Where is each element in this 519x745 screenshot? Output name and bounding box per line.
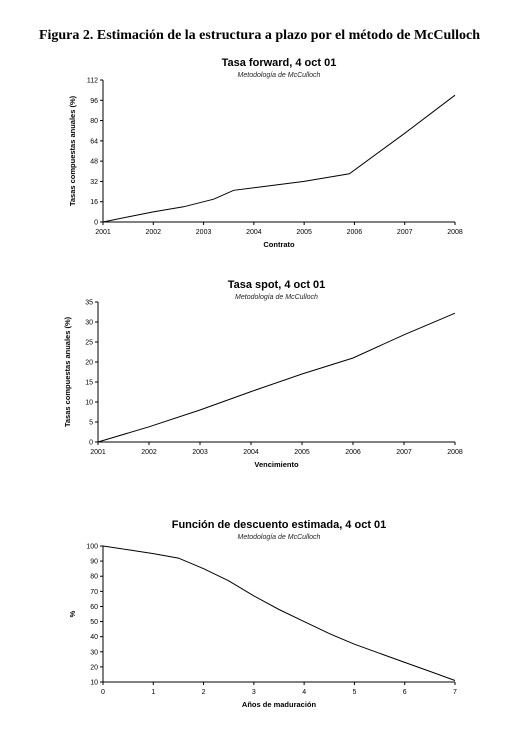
chart-forward-rate (0, 52, 519, 262)
chart-0-y-tick-label: 64 (90, 138, 98, 146)
chart-discount-function (0, 514, 519, 726)
chart-2-y-tick-label: 90 (90, 558, 98, 566)
chart-1-y-tick-label: 20 (85, 359, 93, 367)
figure-title: Figura 2. Estimación de la estructura a plazo por el método de McCulloch (38, 28, 481, 43)
chart-2-y-tick-label: 40 (90, 634, 98, 642)
chart-1-y-tick-label: 35 (85, 299, 93, 307)
chart-0-x-axis-label: Contrato (263, 240, 295, 249)
chart-0-y-tick-label: 16 (90, 199, 98, 207)
chart-2-y-tick-label: 80 (90, 573, 98, 581)
chart-discount-function-svg (0, 514, 519, 726)
chart-0-x-tick-label: 2003 (195, 229, 212, 236)
chart-2-y-tick-label: 50 (90, 619, 98, 627)
chart-1-x-axis-label: Vencimiento (254, 460, 299, 469)
chart-0-x-tick-label: 2001 (95, 229, 111, 236)
chart-2-x-axis-label: Años de maduración (241, 700, 317, 709)
chart-0-subtitle: Metodología de McCulloch (237, 72, 321, 79)
chart-0-x-tick-label: 2006 (346, 229, 363, 236)
chart-2-x-tick-label: 1 (151, 689, 156, 696)
chart-1-x-tick-label: 2007 (396, 449, 412, 456)
chart-2-subtitle: Metodología de McCulloch (237, 534, 321, 541)
chart-2-x-tick-label: 4 (302, 689, 307, 696)
chart-1-x-tick-label: 2005 (294, 449, 310, 456)
chart-2-y-tick-label: 10 (90, 679, 98, 687)
chart-2-y-tick-label: 30 (90, 649, 98, 657)
chart-0-series-line (103, 95, 455, 222)
chart-0-y-tick-label: 112 (86, 77, 98, 85)
chart-2-series-line (103, 546, 455, 681)
chart-1-y-tick-label: 5 (89, 419, 93, 427)
chart-1-x-tick-label: 2002 (141, 449, 157, 456)
chart-0-y-tick-label: 80 (90, 118, 98, 126)
chart-0-x-tick-label: 2002 (145, 229, 162, 236)
chart-2-y-tick-label: 60 (90, 603, 98, 611)
chart-1-y-tick-label: 0 (89, 439, 93, 447)
chart-2-y-tick-label: 100 (86, 543, 98, 551)
chart-2-x-tick-label: 7 (453, 689, 457, 696)
chart-2-x-tick-label: 0 (101, 689, 105, 696)
chart-2-x-tick-label: 5 (352, 689, 357, 696)
chart-1-series-line (98, 313, 455, 442)
chart-0-x-tick-label: 2005 (296, 229, 312, 236)
chart-1-x-tick-label: 2003 (192, 449, 208, 456)
chart-spot-rate-svg (0, 274, 519, 484)
chart-2-y-tick-label: 20 (90, 664, 98, 672)
chart-0-x-tick-label: 2007 (396, 229, 413, 236)
chart-1-x-tick-label: 2004 (243, 449, 259, 456)
chart-0-y-tick-label: 32 (90, 178, 98, 186)
chart-1-x-tick-label: 2001 (90, 449, 106, 456)
chart-1-y-tick-label: 25 (85, 339, 93, 347)
chart-2-title: Función de descuento estimada, 4 oct 01 (171, 519, 387, 531)
chart-1-y-tick-label: 30 (85, 319, 93, 327)
chart-0-y-tick-label: 48 (90, 158, 98, 166)
chart-0-x-tick-label: 2008 (447, 229, 463, 236)
chart-0-y-axis-label: Tasas compuestas anuales (%) (68, 95, 77, 207)
chart-1-y-axis-label: Tasas compuestas anuales (%) (63, 316, 72, 428)
chart-2-x-tick-label: 3 (251, 689, 256, 696)
chart-1-y-tick-label: 10 (85, 399, 93, 407)
chart-1-title: Tasa spot, 4 oct 01 (227, 279, 326, 291)
chart-2-x-tick-label: 2 (201, 689, 206, 696)
chart-1-subtitle: Metodología de McCulloch (235, 294, 318, 301)
chart-1-y-tick-label: 15 (85, 379, 93, 387)
chart-1-x-tick-label: 2008 (447, 449, 463, 456)
chart-0-y-tick-label: 0 (94, 219, 98, 227)
chart-0-title: Tasa forward, 4 oct 01 (221, 57, 337, 69)
chart-2-y-tick-label: 70 (90, 588, 98, 596)
chart-2-y-axis-label: % (68, 610, 77, 618)
chart-0-y-tick-label: 96 (90, 97, 98, 105)
chart-forward-rate-svg (0, 52, 519, 262)
chart-spot-rate (0, 274, 519, 484)
chart-2-x-tick-label: 6 (402, 689, 407, 696)
chart-0-x-tick-label: 2004 (246, 229, 262, 236)
chart-1-x-tick-label: 2006 (345, 449, 361, 456)
